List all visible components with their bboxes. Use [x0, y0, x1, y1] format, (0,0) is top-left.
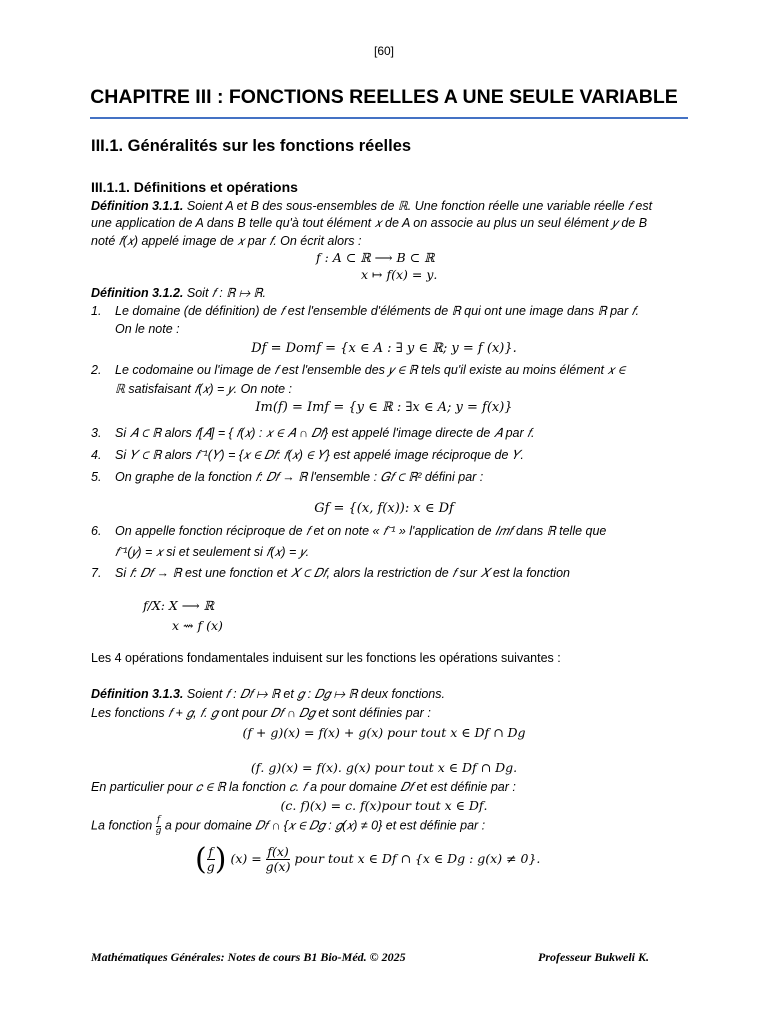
item3-num: 3.	[91, 426, 102, 440]
item7-line1: Si 𝑓: 𝐷𝑓 → ℝ est une fonction et 𝑋 ⊂ 𝐷𝑓, alors la restriction de 𝑓 sur 𝑋 est la fonction	[115, 566, 570, 580]
item5-line1: On graphe de la fonction 𝑓: 𝐷𝑓 → ℝ l'ensemble : 𝐺𝑓 ⊂ ℝ² défini par :	[115, 470, 484, 484]
def311-line1	[91, 198, 652, 214]
def311-line2: une application de A dans B telle qu'à tout élément 𝑥 de A on associe au plus un seul élément 𝑦 de B	[91, 216, 648, 230]
def313-line2: Les fonctions 𝑓 + 𝑔, 𝑓. 𝑔 ont pour 𝐷𝑓 ∩ 𝐷𝑔 et sont définies par :	[91, 706, 431, 720]
def312-intro-line	[91, 286, 266, 301]
def311-formula2: 𝑥 ↦ 𝑓(𝑥) = 𝑦.	[361, 267, 438, 282]
quot-g: 𝑔	[206, 859, 215, 874]
item7-formula1: 𝑓/𝑋: 𝑋 ⟶ ℝ	[143, 598, 215, 613]
item4-num: 4.	[91, 448, 102, 462]
title-underline	[90, 117, 688, 119]
item6-line2: 𝑓⁻¹(𝑦) = 𝑥 si et seulement si 𝑓(𝑥) = 𝑦.	[115, 545, 310, 559]
item4-line1: Si 𝑌 ⊂ ℝ alors 𝑓⁻¹(𝑌) = {𝑥 ∈ 𝐷𝑓: 𝑓(𝑥) ∈ 𝑌} est appelé image réciproque de 𝑌.	[115, 448, 524, 462]
operations-intro: Les 4 opérations fondamentales induisent sur les fonctions les opérations suivantes :	[91, 651, 561, 665]
formula-product: (𝑓. 𝑔)(𝑥) = 𝑓(𝑥). 𝑔(𝑥) 𝑝𝑜𝑢𝑟 𝑡𝑜𝑢𝑡 𝑥 ∈ 𝐷𝑓 ∩ 𝐷𝑔.	[250, 760, 518, 775]
item5-num: 5.	[91, 470, 102, 484]
def312-intro: Soit 𝑓 : ℝ ↦ ℝ.	[186, 286, 266, 300]
left-paren: (	[195, 842, 207, 877]
page-number: [60]	[373, 44, 394, 58]
item7-num: 7.	[91, 566, 102, 580]
quotient-lhs: (𝑥) =	[230, 851, 262, 866]
def311-formula1: 𝑓 : 𝐴 ⊂ ℝ ⟶ 𝐵 ⊂ ℝ	[316, 250, 435, 265]
item2-line1: Le codomaine ou l'image de 𝑓 est l'ensemble des 𝑦 ∈ ℝ tels qu'il existe au moins élément 𝑥 ∈	[115, 363, 626, 377]
item1-line2: On le note :	[115, 322, 180, 336]
item3-line1: Si 𝐴 ⊂ ℝ alors 𝑓[𝐴] = { 𝑓(𝑥) : 𝑥 ∈ 𝐴 ∩ 𝐷𝑓} est appelé l'image directe de 𝐴 par 𝑓.	[115, 426, 535, 440]
frac-numerator: 𝑓	[156, 815, 161, 825]
item7-formula2: 𝑥 ⇝ 𝑓 (𝑥)	[172, 618, 223, 633]
section-title: III.1. Généralités sur les fonctions réelles	[91, 137, 412, 155]
def311-line3: noté 𝑓(𝑥) appelé image de 𝑥 par 𝑓. On écrit alors :	[91, 234, 362, 248]
footer-left: Mathématiques Générales: Notes de cours B1 Bio-Méd. © 2025	[91, 950, 406, 964]
def313-line3: En particulier pour 𝑐 ∈ ℝ la fonction 𝑐. 𝑓 a pour domaine 𝐷𝑓 et est définie par :	[91, 780, 516, 794]
def313-line4-post: a pour domaine 𝐷𝑓 ∩ {𝑥 ∈ 𝐷𝑔 : 𝑔(𝑥) ≠ 0} et est définie par :	[164, 818, 486, 833]
frac-denominator: 𝑔	[155, 825, 162, 836]
footer-right: Professeur Bukweli K.	[538, 950, 650, 964]
formula-scalar: (𝑐. 𝑓)(𝑥) = 𝑐. 𝑓(𝑥)𝑝𝑜𝑢𝑟 𝑡𝑜𝑢𝑡 𝑥 ∈ 𝐷𝑓.	[280, 798, 488, 813]
chapter-title: CHAPITRE III : FONCTIONS REELLES A UNE SEULE VARIABLE	[90, 86, 678, 108]
quotient-rhs: 𝑝𝑜𝑢𝑟 𝑡𝑜𝑢𝑡 𝑥 ∈ 𝐷𝑓 ∩ {𝑥 ∈ 𝐷𝑔 : 𝑔(𝑥) ≠ 0}.	[294, 851, 541, 866]
item6-num: 6.	[91, 524, 102, 538]
formula-sum: (𝑓 + 𝑔)(𝑥) = 𝑓(𝑥) + 𝑔(𝑥) 𝑝𝑜𝑢𝑟 𝑡𝑜𝑢𝑡 𝑥 ∈ 𝐷𝑓 ∩ 𝐷𝑔	[242, 725, 526, 740]
def313-line1	[91, 687, 445, 702]
quot-fx: 𝑓(𝑥)	[267, 844, 289, 860]
item2-formula: 𝐼𝑚(𝑓) = 𝐼𝑚𝑓 = {𝑦 ∈ ℝ : ∃𝑥 ∈ 𝐴; 𝑦 = 𝑓(𝑥)}	[255, 400, 513, 415]
def313-label: Définition 3.1.3.	[91, 687, 184, 701]
quotient-fg	[207, 845, 215, 874]
item2-num: 2.	[91, 363, 102, 377]
item2-line2: ℝ satisfaisant 𝑓(𝑥) = 𝑦. On note :	[115, 382, 293, 396]
item5-formula: 𝐺𝑓 = {(𝑥, 𝑓(𝑥)): 𝑥 ∈ 𝐷𝑓	[314, 501, 454, 516]
def313-text1: Soient 𝑓 : 𝐷𝑓 ↦ ℝ et 𝑔 : 𝐷𝑔 ↦ ℝ deux fonctions.	[186, 687, 445, 701]
def311-text1: Soient A et B des sous-ensembles de ℝ. Une fonction réelle une variable réelle 𝑓 est	[186, 199, 653, 213]
quot-gx: 𝑔(𝑥)	[265, 859, 291, 874]
item6-line1: On appelle fonction réciproque de 𝑓 et on note « 𝑓⁻¹ » l'application de 𝐼𝑚𝑓 dans ℝ telle que	[115, 524, 607, 538]
def312-label: Définition 3.1.2.	[91, 286, 184, 300]
subsection-title: III.1.1. Définitions et opérations	[91, 179, 298, 195]
formula-quotient	[195, 842, 540, 877]
def313-line4-pre: La fonction	[91, 818, 153, 833]
quotient-fx-gx	[266, 845, 291, 874]
def313-line4	[91, 816, 485, 837]
item1-num: 1.	[91, 304, 102, 318]
def311-label: Définition 3.1.1.	[91, 199, 184, 213]
quot-f: 𝑓	[208, 844, 214, 860]
f-over-g-fraction	[156, 816, 162, 837]
item1-line1: Le domaine (de définition) de 𝑓 est l'ensemble d'éléments de ℝ qui ont une image dans ℝ par 𝑓.	[115, 304, 639, 318]
right-paren: )	[214, 842, 227, 877]
item1-formula: 𝐷𝑓 = 𝐷𝑜𝑚𝑓 = {𝑥 ∈ 𝐴 : ∃ 𝑦 ∈ ℝ; 𝑦 = 𝑓 (𝑥)}.	[251, 341, 517, 356]
